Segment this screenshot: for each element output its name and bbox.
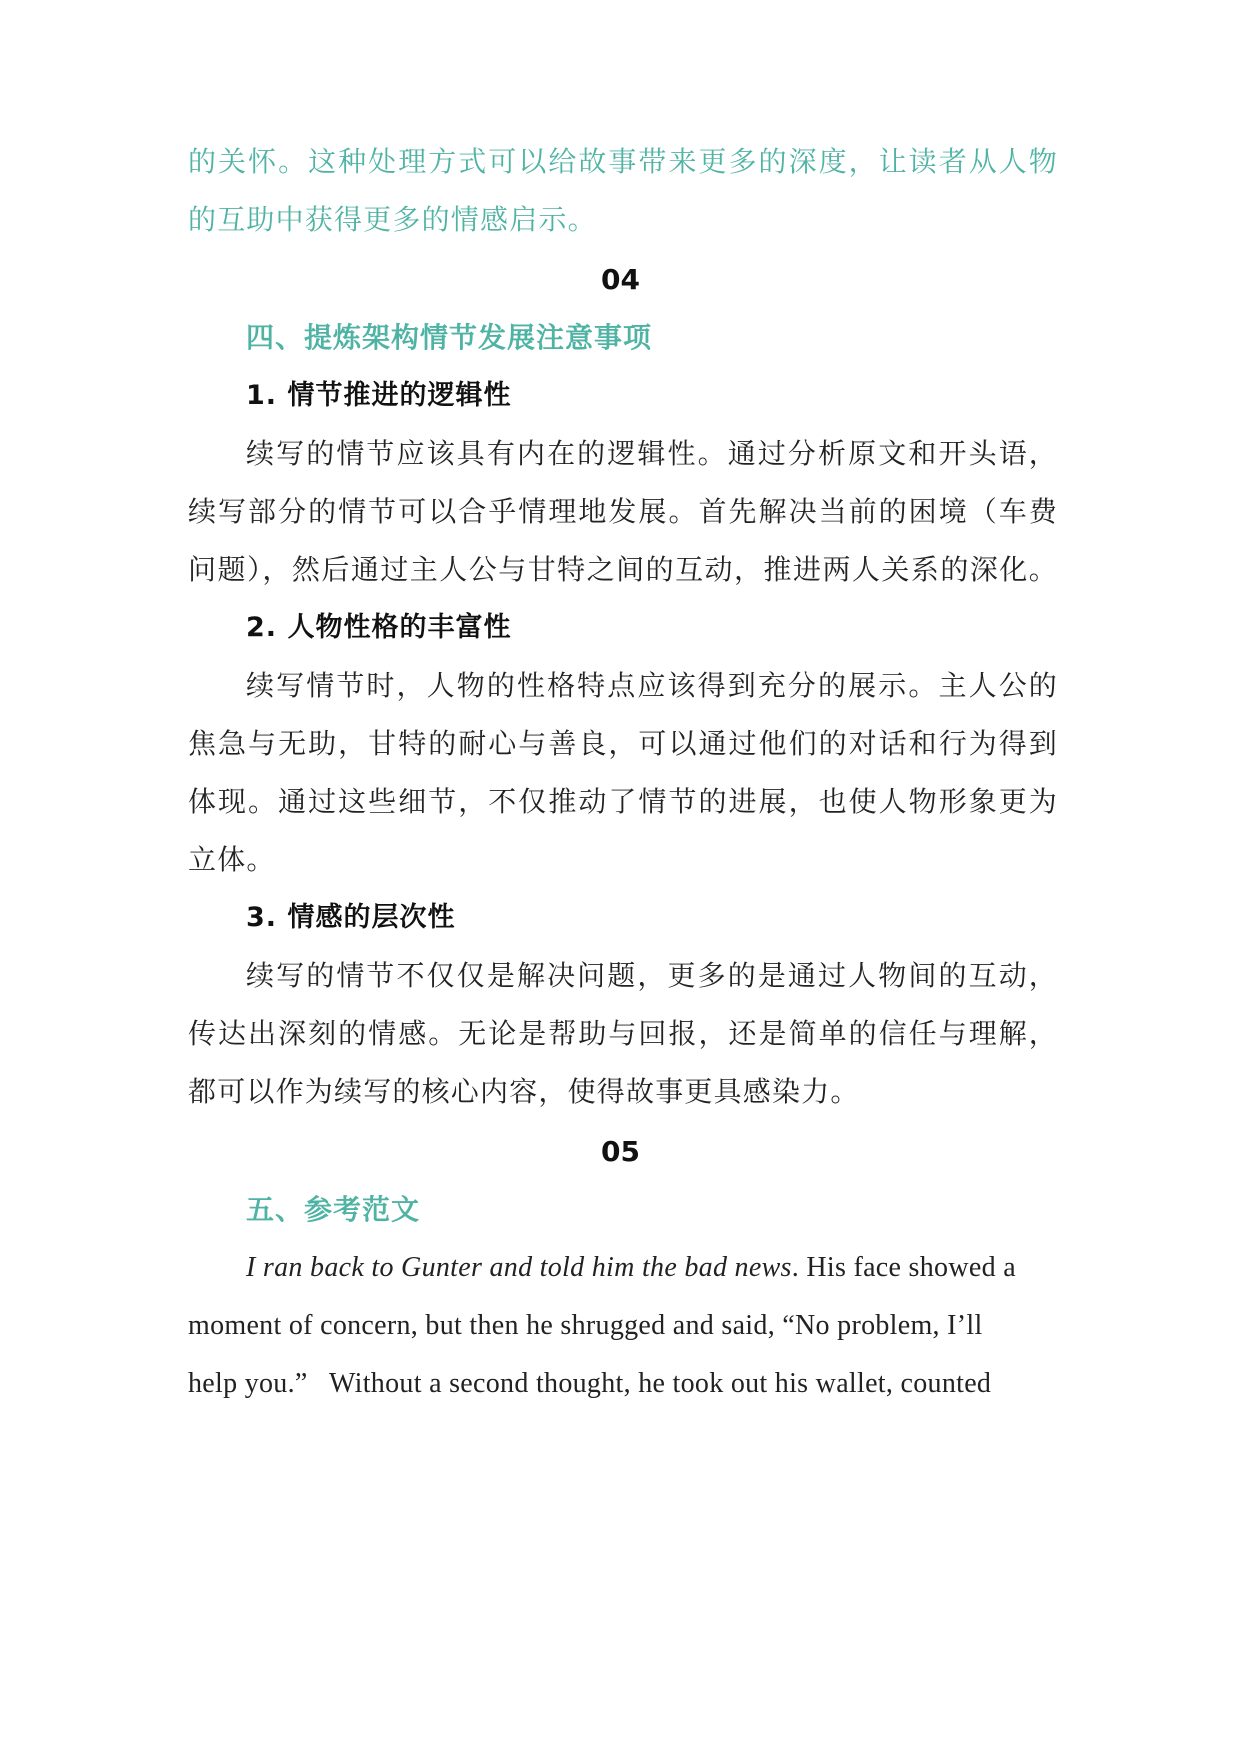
paragraph-line: 体现。通过这些细节，不仅推动了情节的进展，也使人物形象更为 [188, 785, 1058, 818]
subheading-logic: 1. 情节推进的逻辑性 [246, 380, 512, 411]
paragraph-line: 续写部分的情节可以合乎情理地发展。首先解决当前的困境（车费 [188, 495, 1058, 528]
section-heading-4: 四、提炼架构情节发展注意事项 [246, 321, 653, 354]
paragraph-line: 立体。 [188, 843, 276, 876]
paragraph-line: 焦急与无助，甘特的耐心与善良，可以通过他们的对话和行为得到 [188, 727, 1058, 760]
intro-line-1: 的关怀。这种处理方式可以给故事带来更多的深度，让读者从人物 [188, 145, 1058, 178]
section-heading-5: 五、参考范文 [246, 1193, 421, 1226]
essay-line-3: help you.” Without a second thought, he took out his wallet, counted [188, 1368, 992, 1399]
paragraph-line: 问题），然后通过主人公与甘特之间的互动，推进两人关系的深化。 [188, 553, 1058, 586]
subheading-character: 2. 人物性格的丰富性 [246, 612, 512, 643]
section-number-04: 04 [601, 263, 640, 296]
paragraph-line: 续写情节时，人物的性格特点应该得到充分的展示。主人公的 [246, 669, 1058, 702]
essay-line-1 [246, 1248, 1058, 1288]
essay-line-1-rest: . His face showed a [791, 1252, 1016, 1283]
paragraph-line: 续写的情节应该具有内在的逻辑性。通过分析原文和开头语， [246, 437, 1058, 470]
paragraph-line: 传达出深刻的情感。无论是帮助与回报，还是简单的信任与理解， [188, 1017, 1058, 1050]
paragraph-line: 都可以作为续写的核心内容，使得故事更具感染力。 [188, 1075, 860, 1108]
section-number-05: 05 [601, 1135, 640, 1168]
essay-line-2: moment of concern, but then he shrugged and said, “No problem, I’ll [188, 1310, 983, 1341]
subheading-emotion: 3. 情感的层次性 [246, 902, 456, 933]
intro-line-2: 的互助中获得更多的情感启示。 [188, 203, 597, 236]
paragraph-line: 续写的情节不仅仅是解决问题，更多的是通过人物间的互动， [246, 959, 1058, 992]
essay-italic-opening: I ran back to Gunter and told him the bad news [246, 1252, 792, 1283]
